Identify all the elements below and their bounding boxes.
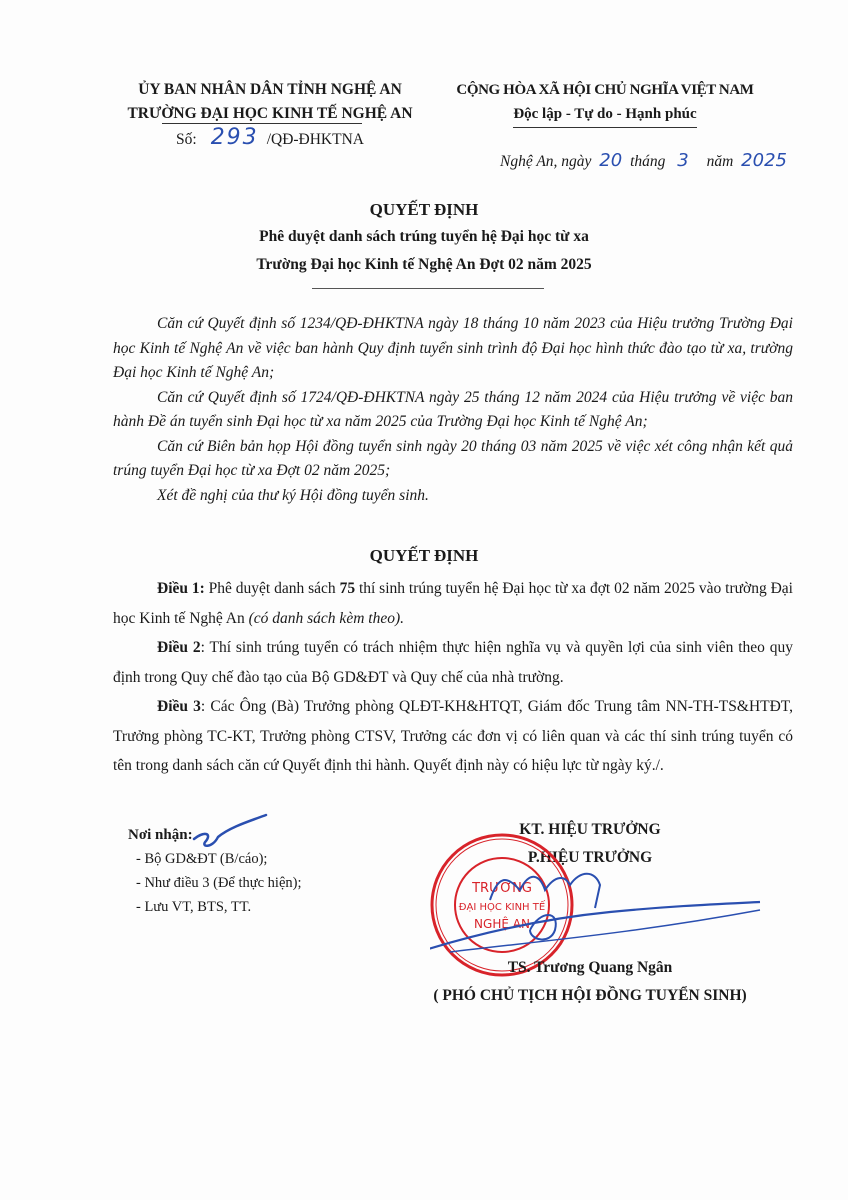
- number-label: Số:: [176, 131, 197, 148]
- decision-heading: QUYẾT ĐỊNH: [369, 546, 479, 565]
- article-2-text: : Thí sinh trúng tuyển có trách nhiệm thực hiện nghĩa vụ và quyền lợi của sinh viên theo quy định trong Quy chế đào tạo của Bộ GD&ĐT và Quy chế của nhà trường.: [113, 639, 794, 686]
- issuer-school: [100, 102, 440, 126]
- issuer-school-text: TRƯỜNG ĐẠI HỌC KINH TẾ NGHỆ AN: [127, 105, 413, 122]
- signature-title-2: P.HIỆU TRƯỞNG: [527, 849, 653, 866]
- article-1-text-cont: thí sinh trúng tuyển hệ Đại học từ xa đợt 02 năm 2025 vào trường Đại học Kinh tế Nghệ An: [113, 580, 793, 627]
- national-motto-block: [440, 78, 770, 128]
- article-1-text: Phê duyệt danh sách: [204, 580, 340, 597]
- date-line: [500, 150, 791, 171]
- seal-line-2: ĐẠI HỌC KINH TẾ: [458, 902, 546, 913]
- recipient-item: - Bộ GD&ĐT (B/cáo);: [136, 851, 268, 867]
- recipient-item: - Lưu VT, BTS, TT.: [136, 899, 252, 915]
- document-number: [100, 126, 440, 152]
- article-2-label: Điều 2: [157, 639, 201, 656]
- date-month-label: tháng: [630, 153, 666, 170]
- handwritten-number: 293: [210, 125, 259, 150]
- date-place: Nghệ An, ngày: [500, 153, 592, 170]
- seal-line-3: NGHỆ AN: [474, 917, 530, 931]
- seal-line-1: TRƯỜNG: [472, 881, 532, 896]
- issuer-block: [100, 78, 440, 152]
- recipients-heading: Nơi nhận:: [128, 827, 193, 843]
- preamble-item: Căn cứ Quyết định số 1724/QĐ-ĐHKTNA ngày 25 tháng 12 năm 2024 của Hiệu trưởng về việc ban hành Đề án tuyển sinh Đại học từ xa năm 2025 của Trường Đại học Kinh tế Nghệ An;: [113, 388, 793, 430]
- article-1-label: Điều 1:: [157, 580, 205, 597]
- article-3-label: Điều 3: [157, 698, 201, 715]
- initial-mark-icon: [190, 813, 270, 853]
- issuer-underline: [162, 123, 362, 124]
- preamble-item: Căn cứ Quyết định số 1234/QĐ-ĐHKTNA ngày 18 tháng 10 năm 2023 của Hiệu trưởng Trường Đại học Kinh tế Nghệ An về việc ban hành Quy định tuyển sinh trình độ Đại học hình thức đào tạo từ xa, trường Đại học Kinh tế Nghệ An;: [113, 315, 793, 381]
- signer-role: ( PHÓ CHỦ TỊCH HỘI ĐỒNG TUYỂN SINH): [433, 987, 747, 1004]
- country-name: CỘNG HÒA XÃ HỘI CHỦ NGHĨA VIỆT NAM: [456, 82, 754, 98]
- recipient-item: - Như điều 3 (Để thực hiện);: [136, 875, 302, 891]
- article-1-note: (có danh sách kèm theo).: [248, 609, 404, 627]
- candidate-count: 75: [339, 580, 356, 597]
- motto: Độc lập - Tự do - Hạnh phúc: [513, 102, 696, 128]
- date-year: 2025: [741, 150, 787, 171]
- title-heading: QUYẾT ĐỊNH: [369, 200, 479, 219]
- preamble-item: Xét đề nghị của thư ký Hội đồng tuyển sinh.: [157, 486, 429, 504]
- issuer-authority: ỦY BAN NHÂN DÂN TỈNH NGHỆ AN: [138, 81, 402, 98]
- article-3: [113, 692, 793, 781]
- signature-title-1: KT. HIỆU TRƯỞNG: [519, 821, 661, 838]
- article-1: [113, 574, 793, 633]
- document-title: [0, 197, 848, 279]
- article-2: [113, 633, 793, 692]
- signature-icon: [430, 830, 770, 970]
- number-suffix: /QĐ-ĐHKTNA: [266, 131, 364, 148]
- date-month: 3: [677, 150, 689, 171]
- title-subtitle-2: Trường Đại học Kinh tế Nghệ An Đợt 02 năm 2025: [256, 256, 592, 273]
- articles: [113, 574, 793, 781]
- article-3-text: : Các Ông (Bà) Trưởng phòng QLĐT-KH&HTQT, Giám đốc Trung tâm NN-TH-TS&HTĐT, Trưởng phòng TC-KT, Trưởng phòng CTSV, Trưởng các đơn vị có liên quan và các thí sinh trúng tuyển có tên trong danh sách căn cứ Quyết định thi hành. Quyết định này có hiệu lực từ ngày ký./.: [113, 698, 794, 774]
- title-subtitle-1: Phê duyệt danh sách trúng tuyển hệ Đại học từ xa: [259, 228, 589, 245]
- date-year-label: năm: [706, 153, 734, 170]
- date-day: 20: [599, 150, 623, 171]
- preamble-item: Căn cứ Biên bản họp Hội đồng tuyển sinh ngày 20 tháng 03 năm 2025 về việc xét công nhận kết quả trúng tuyển Đại học từ xa Đợt 02 năm 2025;: [113, 437, 793, 479]
- signer: [380, 954, 800, 1010]
- title-divider: [312, 288, 544, 289]
- preamble: [113, 312, 793, 508]
- signer-name: TS. Trương Quang Ngân: [507, 959, 673, 976]
